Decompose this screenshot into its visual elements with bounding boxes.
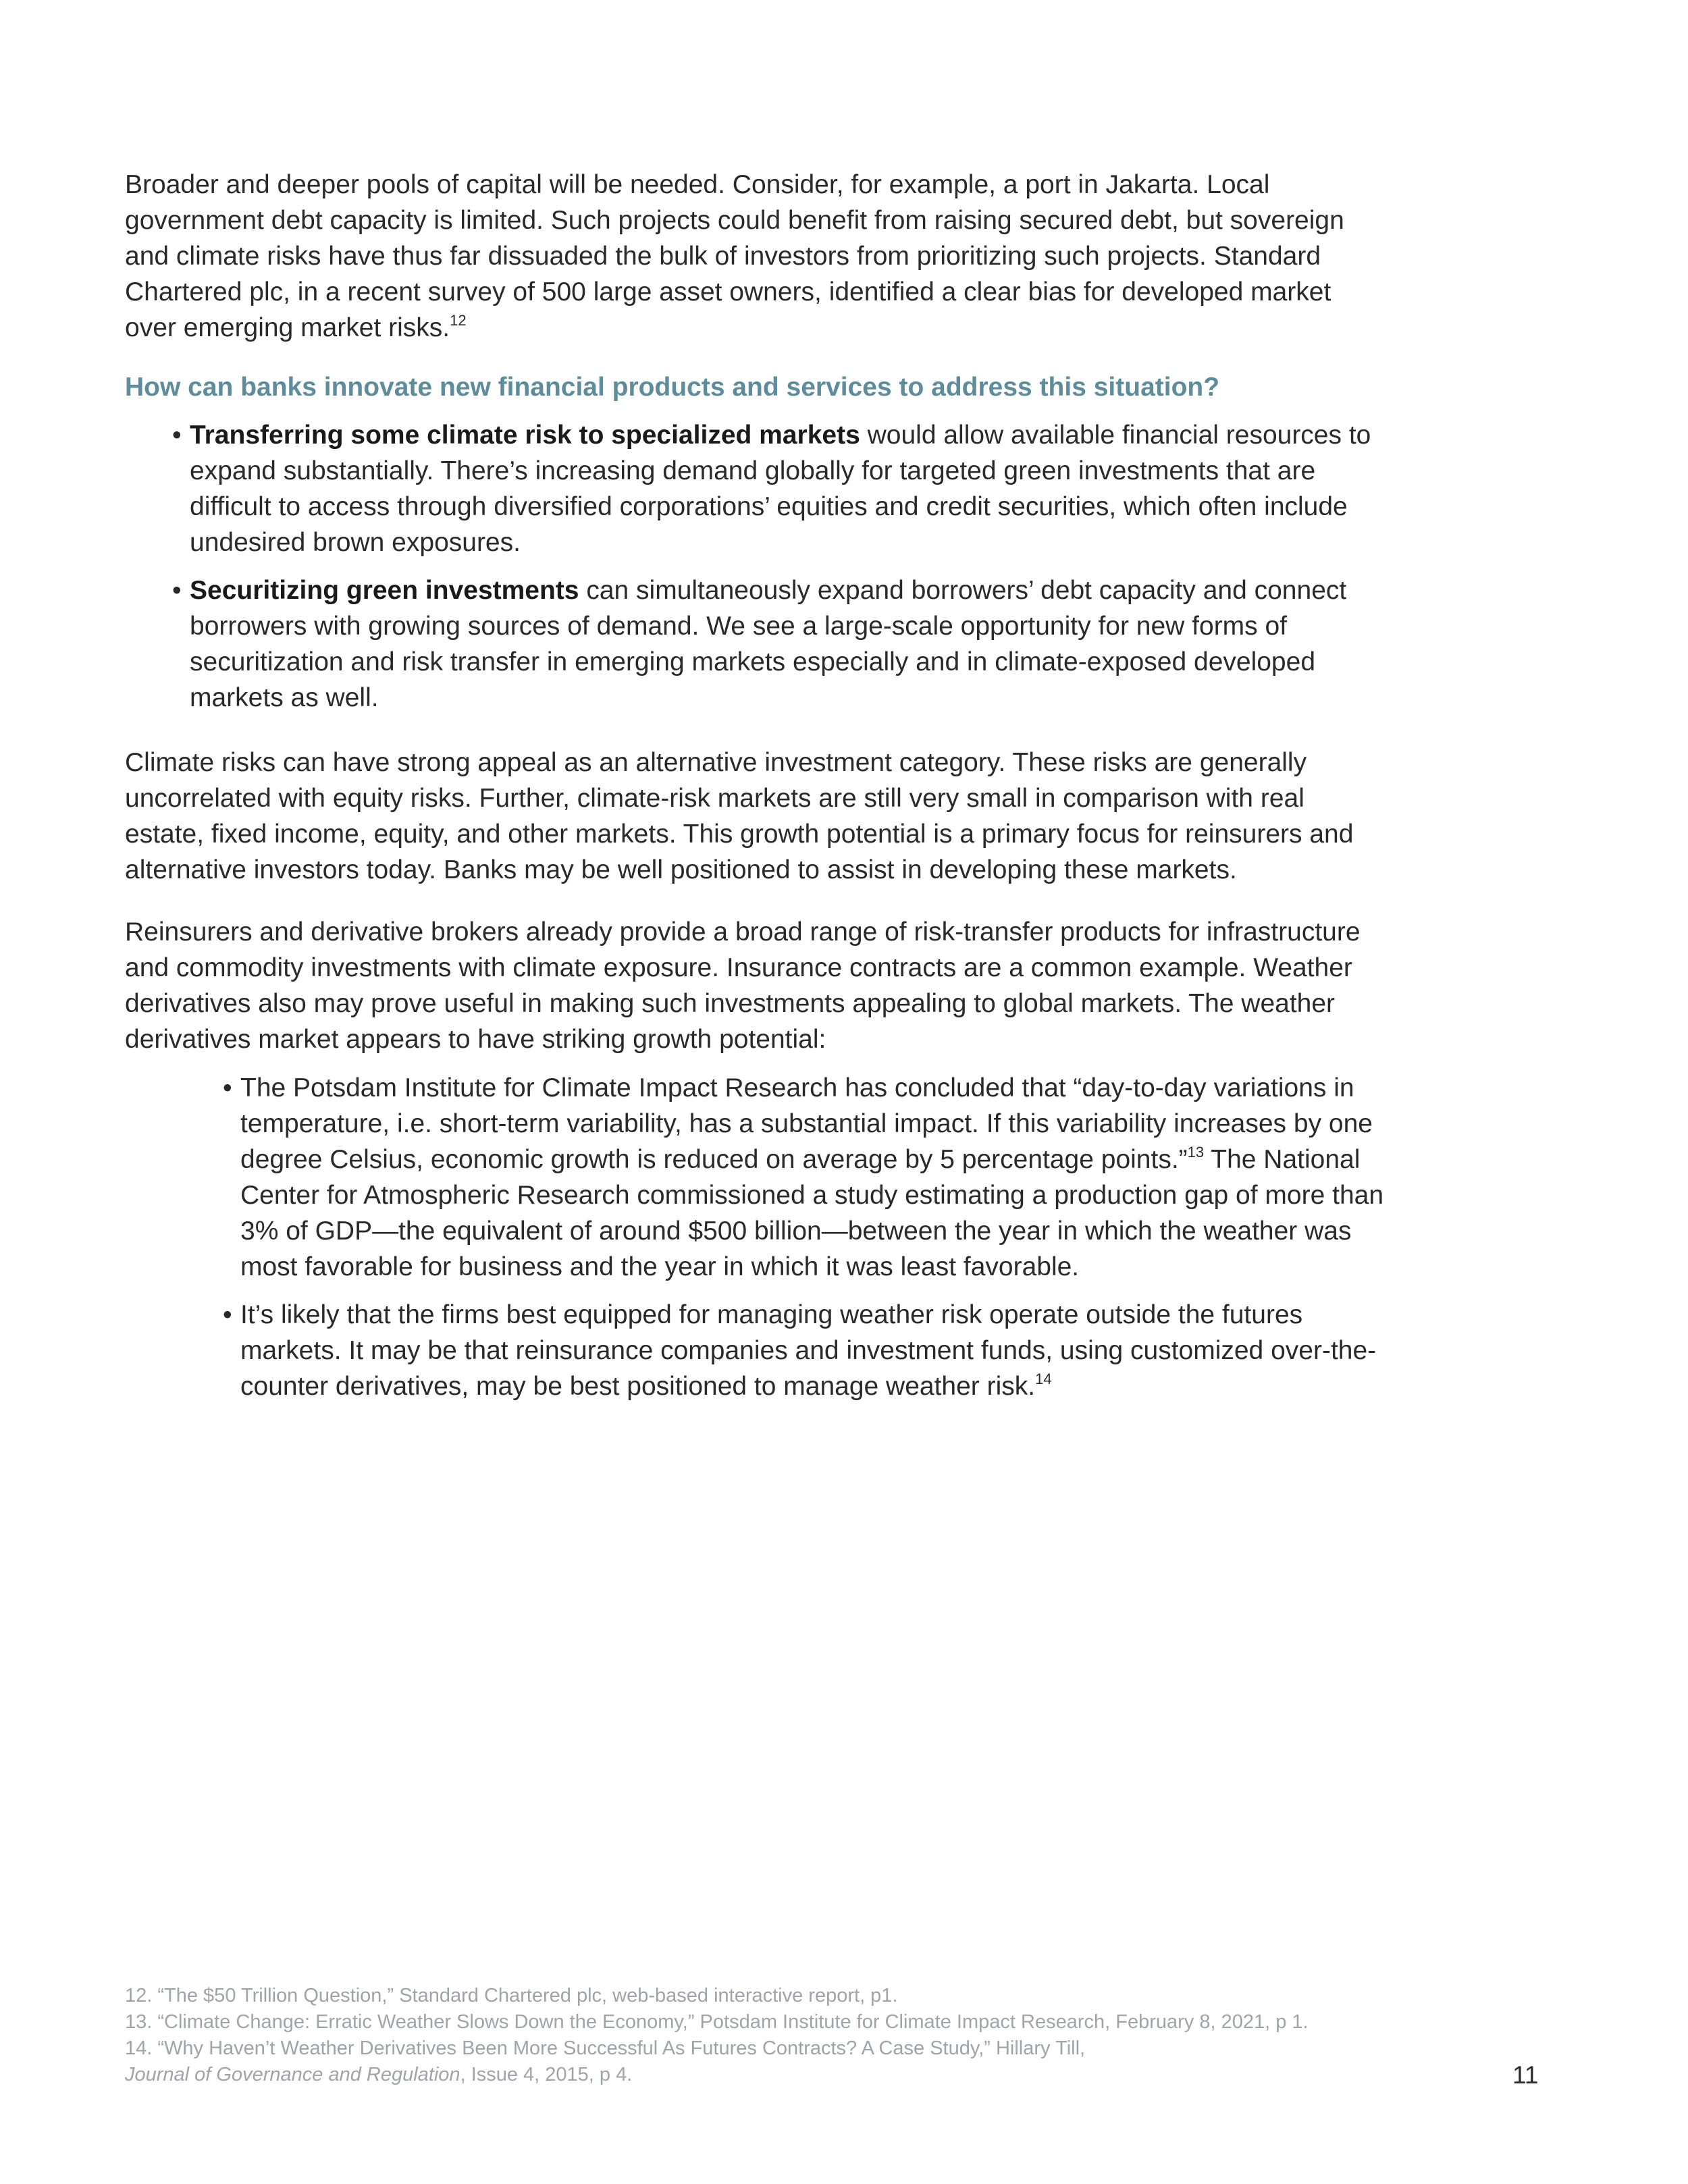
list-item: [223, 1297, 1391, 1404]
bullet-glyph: •: [172, 421, 182, 450]
paragraph-text: Broader and deeper pools of capital will be needed. Consider, for example, a port in Jakarta. Local government debt capacity is limited. Such projects could benefit from raising secured debt, but sovereign and climate risks have thus far dissuaded the bulk of investors from prioritizing such projects. Standard Chartered plc, in a recent survey of 500 large asset owners, identified a clear bias for developed market over emerging market risks.: [125, 170, 1344, 342]
bullet-list-products: [172, 417, 1388, 728]
page-number: 11: [1512, 2061, 1539, 2089]
bullet-glyph: •: [172, 576, 182, 605]
list-item: [172, 417, 1388, 560]
bullet-text: would allow available financial resources to expand substantially. There’s increasing demand globally for targeted green investments that are difficult to access through diversified corporations’ equities and credit securities, which often include undesired brown exposures.: [190, 421, 1371, 557]
bullet-lead: Transferring some climate risk to specialized markets: [190, 421, 860, 450]
list-item: [172, 572, 1388, 716]
bullet-text: The Potsdam Institute for Climate Impact Research has concluded that “day-to-day variations in temperature, i.e. short-term variability, has a substantial impact. If this variability increases by one degree Celsius, economic growth is reduced on average by 5 percentage points.”: [240, 1073, 1373, 1174]
bullet-text: It’s likely that the firms best equipped for managing weather risk operate outside the futures markets. It may be that reinsurance companies and investment funds, using customized over-the-counter derivatives, may be best positioned to manage weather risk.: [240, 1300, 1377, 1401]
footnote-14-rest: , Issue 4, 2015, p 4.: [460, 2064, 633, 2085]
footnote-ref-14: 14: [1035, 1370, 1052, 1387]
footnote-ref-12: 12: [450, 312, 467, 329]
bullet-lead: Securitizing green investments: [190, 576, 579, 605]
footnote-ref-13: 13: [1187, 1144, 1205, 1161]
footnote-13: 13. “Climate Change: Erratic Weather Slows Down the Economy,” Potsdam Institute for Climate Impact Research, February 8, 2021, p 1.: [125, 2011, 1309, 2033]
footnote-14-line2: [125, 2062, 1475, 2088]
bullet-list-weather: [223, 1070, 1391, 1416]
footnotes: [125, 1983, 1475, 2088]
section-heading: How can banks innovate new financial products and services to address this situation?: [125, 373, 1220, 402]
list-item: [223, 1070, 1391, 1285]
footnote-12: 12. “The $50 Trillion Question,” Standard Chartered plc, web-based interactive report, p1.: [125, 1985, 898, 2006]
footnote-14-line1: 14. “Why Haven’t Weather Derivatives Been More Successful As Futures Contracts? A Case Study,” Hillary Till,: [125, 2037, 1086, 2059]
bullet-text: The National Center for Atmospheric Research commissioned a study estimating a production gap of more than 3% of GDP—the equivalent of around $500 billion—between the year in which the weather was most favorable for business and the year in which it was least favorable.: [240, 1145, 1384, 1281]
journal-title: Journal of Governance and Regulation: [125, 2064, 460, 2085]
paragraph-climate-risks: Climate risks can have strong appeal as an alternative investment category. These risks are generally uncorrelated with equity risks. Further, climate-risk markets are still very small in comparison with real estate, fixed income, equity, and other markets. This growth potential is a primary focus for reinsurers and alternative investors today. Banks may be well positioned to assist in developing these markets.: [125, 748, 1354, 884]
bullet-text: can simultaneously expand borrowers’ debt capacity and connect borrowers with growing sources of demand. We see a large-scale opportunity for new forms of securitization and risk transfer in emerging markets especially and in climate-exposed developed markets as well.: [190, 576, 1347, 712]
paragraph-reinsurers: Reinsurers and derivative brokers already provide a broad range of risk-transfer products for infrastructure and commodity investments with climate exposure. Insurance contracts are a common example. Weather derivatives also may prove useful in making such investments appealing to global markets. The weather derivatives market appears to have striking growth potential:: [125, 917, 1361, 1054]
bullet-glyph: •: [223, 1300, 232, 1329]
bullet-glyph: •: [223, 1073, 232, 1102]
paragraph-capital-pools: [125, 167, 1388, 346]
